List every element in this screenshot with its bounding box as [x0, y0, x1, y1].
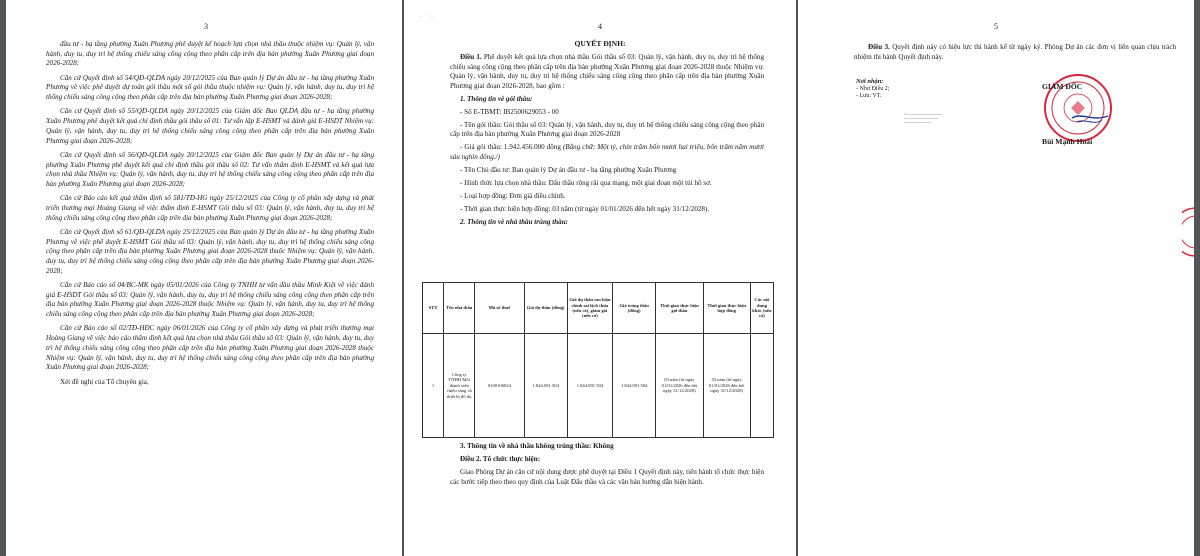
page-number: 5: [994, 22, 998, 31]
table-header-row: [423, 283, 774, 334]
article-1: Điều 1. Phê duyệt kết quả lựa chọn nhà thầu Gói thầu số 03: Quản lý, vận hành, duy tu, duy trì hệ thống chiếu sáng công cộng theo phân cấp trên địa bàn phường Xuân Phương giai đoạn 2026-2028 thuộc Nhiệm vụ: Quản lý, vận hành, duy tu, duy trì hệ thống chiếu sáng công cộng theo phân cấp trên địa bàn phường Xuân Phương giai đoạn 2026-2028, bao gồm :: [450, 53, 764, 90]
scan-specks: · ˙ ·: [420, 14, 434, 20]
list-item: - Hình thức lựa chọn nhà thầu: Đấu thầu rộng rãi qua mạng, một giai đoạn một túi hồ sơ.: [460, 178, 712, 187]
paragraph: Căn cứ Báo cáo số 04/BC-MK ngày 05/01/2026 của Công ty TNHH tư vấn đầu thầu Minh Kiệt về việc đánh giá E-HSDT Gói thầu số 03: Quản lý, vận hành, duy tu, duy trì hệ thống chiếu sáng công cộng theo phân cấp trên địa bàn phường Xuân Phương giai đoạn 2026-2028 thuộc Nhiệm vụ: Quản lý, vận hành, duy tu, duy trì hệ thống chiếu sáng công cộng theo phân cấp trên địa bàn phường Xuân Phương giai đoạn 2026-2028;: [46, 281, 374, 319]
page-number: 4: [598, 22, 602, 31]
paragraph: Căn cứ Báo cáo số 02/TĐ-HĐC ngày 06/01/2026 của Công ty cổ phần xây dựng và phát triển thương mại Hoàng Giang về việc báo cáo thẩm định kết quả lựa chọn nhà thầu Gói thầu số 03: Quản lý, vận hành, duy tu, duy trì hệ thống chiếu sáng công cộng theo phân cấp trên địa bàn phường Xuân Phương giai đoạn 2026-2028 thuộc Nhiệm vụ: Quản lý, vận hành, duy tu, duy trì hệ thống chiếu sáng công cộng theo phân cấp trên địa bàn phường Xuân Phương giai đoạn 2026-2028;: [46, 324, 374, 372]
table-header: Giá trúng thầu (đồng): [613, 283, 656, 334]
recipient-item: - Lưu: VT.: [856, 93, 882, 100]
table-header: Các nội dung khác (nếu có): [750, 283, 773, 334]
price-in-words: (Bằng chữ: Một tỷ, chín trăm bốn mươi hai triệu, bốn trăm năm mươi sáu nghìn đồng./): [450, 143, 764, 161]
table-cell: 1.844.091.504: [567, 334, 612, 438]
table-header: STT: [423, 283, 444, 334]
table-row: [423, 334, 774, 438]
paragraph: Căn cứ Quyết định số 56/QĐ-QLDA ngày 20/12/2025 của Giám đốc Ban quản lý Dự án đầu tư - hạ tầng phường Xuân Phương phê duyệt kết quả chỉ định thầu gói thầu số 02: Tư vấn thẩm định E-HSMT và kết quả lựa chọn nhà thầu Nhiệm vụ: Quản lý, vận hành, duy tu, duy trì hệ thống chiếu sáng công cộng theo phân cấp trên địa bàn phường Xuân Phương giai đoạn 2026-2028;: [46, 150, 374, 188]
table-cell: 03 năm (từ ngày 01/01/2026 đến hết ngày 31/12/2028): [656, 334, 703, 438]
section-1-title: 1. Thông tin về gói thầu:: [460, 94, 533, 103]
table-cell: [750, 334, 773, 438]
document-page-3: [6, 0, 402, 556]
recipient-item: - Như Điều 2;: [856, 85, 890, 92]
document-page-5: [798, 0, 1194, 556]
table-cell: Công ty TNHH Một thành viên chiếu sáng và thiết bị đô thị: [444, 334, 475, 438]
page-number: 3: [204, 22, 208, 31]
digital-signature-stamp: ▭ ─────────────── ─────────────── ────────────: [904, 112, 942, 124]
article-2-text: Giao Phòng Dự án căn cứ nội dung được phê duyệt tại Điều 1 Quyết định này, tiến hành tổ chức thực hiện các bước tiếp theo theo quy định của Luật Đấu thầu và các văn bản hướng dẫn hiện hành.: [450, 468, 764, 486]
table-header: Thời gian thực hiện hợp đồng: [703, 283, 750, 334]
paragraph: Căn cứ Quyết định số 61/QĐ-QLDA ngày 25/12/2025 của Ban quản lý Dự án đầu tư - hạ tầng phường Xuân Phương về việc phê duyệt E-HSMT Gói thầu số 03: Quản lý, vận hành, duy tu, duy trì hệ thống chiếu sáng công cộng theo phân cấp trên địa bàn phường Xuân Phương giai đoạn 2026-2028 thuộc Nhiệm vụ: Quản lý, vận hành, duy tu, duy trì hệ thống chiếu sáng công cộng theo phân cấp trên địa bàn phường Xuân Phương giai đoạn 2026-2028;: [46, 227, 374, 275]
seal-fragment-icon: [1182, 206, 1194, 258]
winning-bidder-table: [422, 282, 774, 438]
section-heading: [450, 442, 764, 452]
document-page-4: [404, 0, 796, 556]
list-item: - Tên gói thầu: Gói thầu số 03: Quản lý, vận hành, duy tu, duy trì hệ thống chiếu sáng công cộng theo phân cấp trên địa bàn phường Xuân Phương giai đoạn 2026-2028: [450, 120, 764, 139]
page-3-body: [46, 40, 374, 392]
recipients-heading: Nơi nhận:: [856, 78, 884, 85]
paragraph: Căn cứ Quyết định số 55/QĐ-QLDA ngày 20/12/2025 của Giám đốc Ban QLDA đầu tư - hạ tầng phường Xuân Phương phê duyệt kết quả chỉ định thầu gói thầu số 01: Tư vấn lập E-HSMT và đánh giá E-HSDT Nhiệm vụ: Quản lý, vận hành, duy tu, duy trì hệ thống chiếu sáng công cộng theo phân cấp trên địa bàn phường Xuân Phương giai đoạn 2026-2028;: [46, 107, 374, 145]
article-2: [450, 455, 764, 465]
page-4-footer-body: [450, 442, 764, 491]
signer-name: Bùi Mạnh Hoài: [1042, 137, 1093, 146]
paragraph: Xét đề nghị của Tổ chuyên gia,: [60, 377, 149, 386]
table-header: Tên nhà thầu: [444, 283, 475, 334]
table-cell: 0100106024: [475, 334, 524, 438]
section-heading: [450, 95, 764, 105]
list-item: - Số E-TBMT: IB2500629053 - 00: [460, 107, 559, 116]
article-3: Điều 3. Quyết định này có hiệu lực thi hành kể từ ngày ký. Phòng Dự án các đơn vị liên quan chịu trách nhiệm thi hành Quyết định này.: [854, 43, 1177, 61]
list-item: [450, 143, 764, 162]
section-2-title: 2. Thông tin về nhà thầu trúng thầu:: [460, 217, 569, 226]
section-3-title: 3. Thông tin về nhà thầu không trúng thầu: Không: [460, 442, 614, 450]
paragraph: Căn cứ Báo cáo kết quả thẩm định số 581/TĐ-HG ngày 25/12/2025 của Công ty cổ phần xây dựng và phát triển thương mại Hoàng Giang về việc thẩm định E-HSMT Gói thầu số 03: Quản lý, vận hành, duy tu, duy trì hệ thống chiếu sáng công cộng theo phân cấp trên địa bàn phường Xuân Phương giai đoạn 2026-2028;: [46, 194, 374, 222]
list-item: - Thời gian thực hiện hợp đồng: 03 năm (từ ngày 01/01/2026 đến hết ngày 31/12/2028).: [460, 204, 710, 213]
table-cell: 1.844.091.504: [613, 334, 656, 438]
section-heading: [450, 218, 764, 228]
article-3-text: Quyết định này có hiệu lực thi hành kể từ ngày ký. Phòng Dự án các đơn vị liên quan chịu trách nhiệm thi hành Quyết định này.: [854, 43, 1177, 61]
paragraph: Căn cứ Quyết định số 54/QĐ-QLDA ngày 20/12/2025 của Ban quản lý Dự án đầu tư - hạ tầng phường Xuân Phương về việc phê duyệt dự toán gói thầu một số gói thầu thuộc nhiệm vụ: Quản lý, vận hành, duy tu, duy trì hệ thống chiếu sáng công cộng theo phân cấp trên địa bàn phường Xuân Phương giai đoạn 2026-2028;: [46, 73, 374, 102]
table-header: Giá dự thầu sau hiệu chỉnh sai lệch thừa (nếu có), giảm giá (nếu có): [567, 283, 612, 334]
table-header: Giá dự thầu (đồng): [524, 283, 567, 334]
article-2-title: Điều 2. Tổ chức thực hiện:: [460, 455, 541, 464]
page-4-body: [450, 53, 764, 231]
table-cell: 03 năm (từ ngày 01/01/2026 đến hết ngày 31/12/2028): [703, 334, 750, 438]
article-1-text: Phê duyệt kết quả lựa chọn nhà thầu Gói thầu số 03: Quản lý, vận hành, duy tu, duy trì hệ thống chiếu sáng công cộng theo phân cấp trên địa bàn phường Xuân Phương giai đoạn 2026-2028 thuộc Nhiệm vụ: Quản lý, vận hành, duy tu, duy trì hệ thống chiếu sáng công cộng theo phân cấp trên địa bàn phường Xuân Phương giai đoạn 2026-2028, bao gồm :: [450, 53, 764, 90]
paragraph: đầu tư - hạ tầng phường Xuân Phương phê duyệt kế hoạch lựa chọn nhà thầu thuộc nhiệm vụ: Quản lý, vận hành, duy tu, duy trì hệ thống chiếu sáng công cộng theo phân cấp trên địa bàn phường Xuân Phương giai đoạn 2026-2028;: [46, 40, 374, 68]
director-title: GIÁM ĐỐC: [1042, 82, 1083, 91]
price-text: - Giá gói thầu: 1.942.456.000 đồng: [460, 143, 563, 152]
list-item: - Loại hợp đồng: Đơn giá điều chỉnh.: [460, 191, 566, 200]
decision-title: QUYẾT ĐỊNH:: [574, 39, 626, 48]
table-cell: 1: [423, 334, 444, 438]
table-cell: 1.844.091.504: [524, 334, 567, 438]
table-header: Thời gian thực hiện gói thầu: [656, 283, 703, 334]
list-item: - Tên Chủ đầu tư: Ban quản lý Dự án đầu tư - hạ tầng phường Xuân Phương: [460, 165, 677, 174]
recipients-block: [856, 78, 889, 101]
table-header: Mã số thuế: [475, 283, 524, 334]
